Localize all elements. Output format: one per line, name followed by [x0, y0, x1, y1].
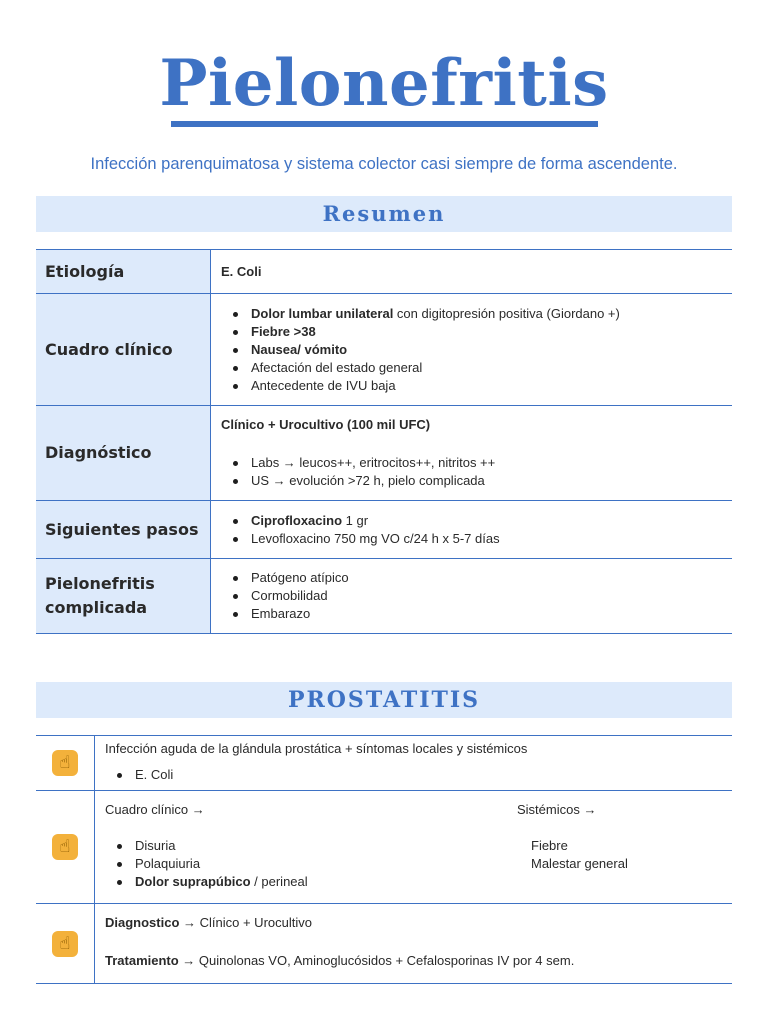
- summary-row-etiologia: [36, 250, 732, 294]
- page-subtitle: Infección parenquimatosa y sistema colector casi siempre de forma ascendente.: [90, 155, 678, 173]
- sistemicos-title: Sistémicos →: [517, 802, 597, 817]
- row-body-complicada: [211, 559, 732, 633]
- cuadro-title: Cuadro clínico →: [105, 802, 205, 817]
- thumbs-up-icon: ☝: [52, 834, 78, 860]
- summary-row-complicada: [36, 559, 732, 634]
- list-item: Levofloxacino 750 mg VO c/24 h x 5-7 días: [221, 530, 722, 548]
- diagnostico-headline: Clínico + Urocultivo (100 mil UFC): [221, 417, 431, 432]
- list-item: Fiebre: [531, 838, 568, 853]
- list-item: Embarazo: [221, 605, 722, 623]
- thumbs-up-icon: ☝: [52, 750, 78, 776]
- list-item: Dolor lumbar unilateral con digitopresión positiva (Giordano +): [221, 305, 722, 323]
- prostatitis-tratamiento: Tratamiento → Quinolonas VO, Aminoglucósidos + Cefalosporinas IV por 4 sem.: [105, 953, 575, 968]
- etiologia-value: E. Coli: [221, 263, 262, 279]
- list-item: Dolor suprapúbico / perineal: [105, 873, 517, 891]
- list-item: Fiebre >38: [221, 323, 722, 341]
- prostatitis-diagnostico: Diagnostico → Clínico + Urocultivo: [105, 915, 312, 930]
- list-item: Labs → leucos++, eritrocitos++, nitritos ++: [221, 454, 722, 472]
- summary-row-cuadro: [36, 294, 732, 406]
- row-label-cuadro: Cuadro clínico: [36, 294, 211, 405]
- row-body-cuadro: [211, 294, 732, 405]
- prostatitis-row-cuadro: [36, 791, 732, 904]
- list-item: Cormobilidad: [221, 587, 722, 605]
- list-item: Disuria: [105, 837, 517, 855]
- page-title: Pielonefritis: [159, 46, 609, 121]
- list-item: Ciprofloxacino 1 gr: [221, 512, 722, 530]
- row-body-diagnostico: [211, 406, 732, 500]
- list-item: Patógeno atípico: [221, 569, 722, 587]
- row-body-siguientes: [211, 501, 732, 558]
- resumen-heading: Resumen: [36, 196, 732, 232]
- list-item: Antecedente de IVU baja: [221, 377, 722, 395]
- row-label-etiologia: Etiología: [36, 250, 211, 293]
- summary-table: [36, 249, 732, 634]
- row-label-complicada: Pielonefritis complicada: [36, 559, 211, 633]
- title-underline: [171, 121, 598, 127]
- prostatitis-heading: PROSTATITIS: [36, 682, 732, 718]
- prostatitis-row-diagnostico: [36, 904, 732, 984]
- list-item: E. Coli: [105, 766, 722, 784]
- row-label-diagnostico: Diagnóstico: [36, 406, 211, 500]
- thumbs-up-icon: ☝: [52, 931, 78, 957]
- prostatitis-row-definicion: [36, 736, 732, 791]
- prostatitis-table: [36, 735, 732, 984]
- list-item: Afectación del estado general: [221, 359, 722, 377]
- list-item: Nausea/ vómito: [221, 341, 722, 359]
- list-item: Malestar general: [531, 856, 628, 871]
- row-label-siguientes: Siguientes pasos: [36, 501, 211, 558]
- prostatitis-definition: Infección aguda de la glándula prostática + síntomas locales y sistémicos: [105, 741, 528, 756]
- summary-row-siguientes: [36, 501, 732, 559]
- list-item: US → evolución >72 h, pielo complicada: [221, 472, 722, 490]
- summary-row-diagnostico: [36, 406, 732, 501]
- list-item: Polaquiuria: [105, 855, 517, 873]
- row-body-etiologia: [211, 250, 732, 293]
